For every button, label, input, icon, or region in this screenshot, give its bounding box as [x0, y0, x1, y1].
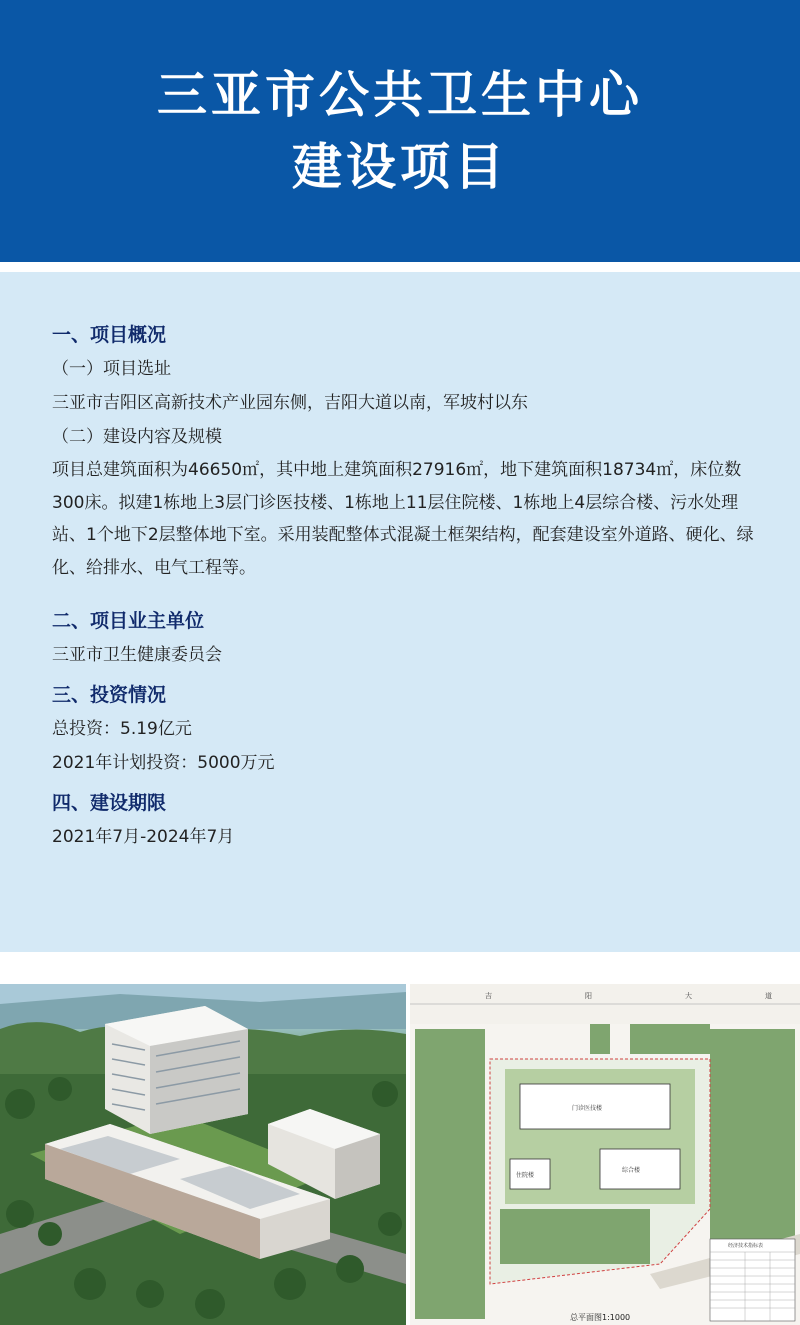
page-title-line-2: 建设项目 [292, 138, 508, 196]
site-plan-svg [410, 984, 800, 1325]
divider-gap-2 [0, 952, 800, 984]
road-char-4: 道 [765, 992, 772, 1000]
owner-text: 三亚市卫生健康委员会 [52, 645, 222, 665]
road-char-3: 大 [685, 992, 692, 1000]
site-plan-image [410, 984, 800, 1325]
scope-text: 项目总建筑面积为46650㎡，其中地上建筑面积27916㎡，地下建筑面积18734㎡，床位数300床。拟建1栋地上3层门诊医技楼、1栋地上11层住院楼、1栋地上4层综合楼、污水处理站、1个地下2层整体地下室。采用装配整体式混凝土框架结构，配套建设室外道路、硬化、绿化、给排水、电气工程等。 [52, 460, 754, 578]
subsection-site-label: （一）项目选址 [52, 359, 171, 379]
investment-2021: 2021年计划投资：5000万元 [52, 753, 275, 773]
section-title-overview: 一、项目概况 [52, 324, 167, 346]
period-text: 2021年7月-2024年7月 [52, 827, 235, 847]
aerial-rendering-image [0, 984, 406, 1325]
project-images [0, 984, 800, 1325]
title-banner [0, 0, 800, 262]
legend-title: 经济技术指标表 [728, 1243, 764, 1249]
project-info-panel [0, 272, 800, 952]
building-label-general: 综合楼 [622, 1167, 641, 1174]
site-text: 三亚市吉阳区高新技术产业园东侧，吉阳大道以南，军坡村以东 [52, 393, 528, 413]
section-title-investment: 三、投资情况 [52, 684, 167, 706]
subsection-scope-label: （二）建设内容及规模 [52, 427, 222, 447]
building-label-outpatient: 门诊医技楼 [572, 1105, 603, 1112]
section-title-period: 四、建设期限 [52, 792, 167, 814]
road-char-1: 吉 [485, 992, 492, 1000]
investment-total: 总投资：5.19亿元 [52, 719, 192, 739]
road-char-2: 阳 [585, 992, 592, 1000]
divider-gap [0, 262, 800, 272]
building-label-inpatient: 住院楼 [516, 1172, 535, 1179]
section-title-owner: 二、项目业主单位 [52, 610, 205, 632]
site-plan-caption: 总平面图1:1000 [570, 1313, 631, 1322]
page-title-line-1: 三亚市公共卫生中心 [157, 66, 643, 124]
aerial-rendering-svg [0, 984, 406, 1325]
